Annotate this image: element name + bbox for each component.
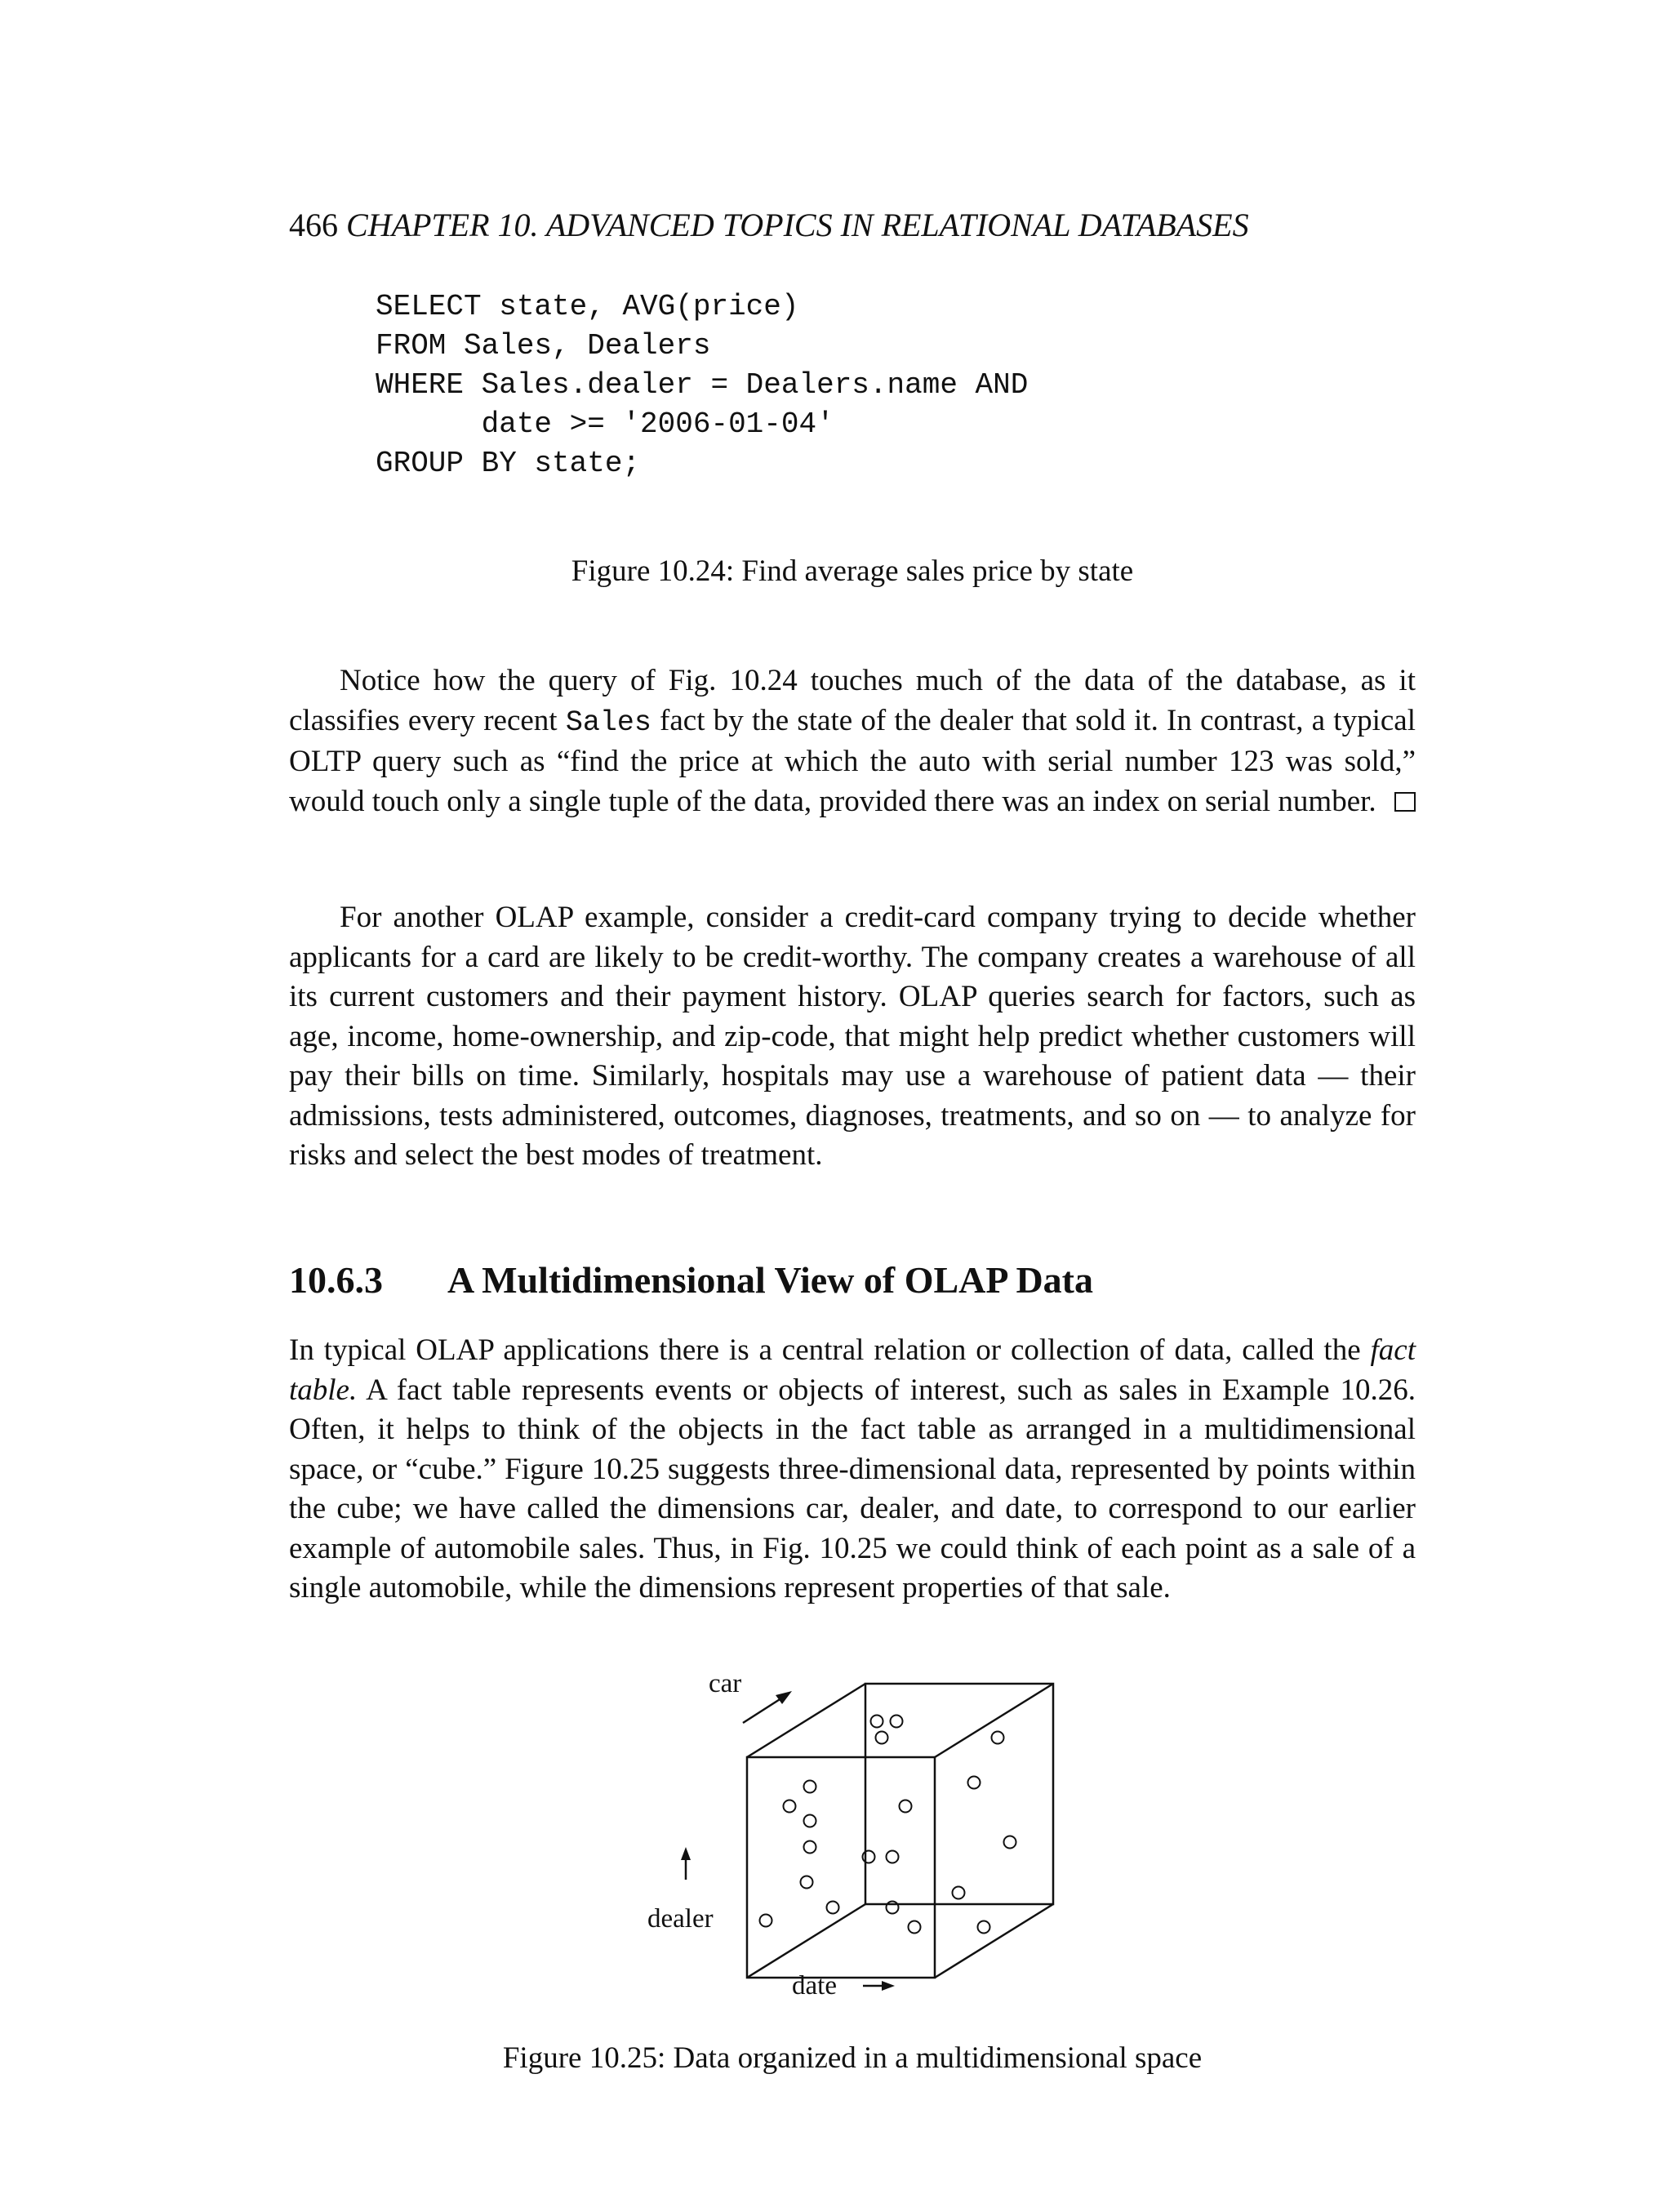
dealer-axis-label: dealer (647, 1904, 714, 1934)
fact-table-term: fact table. (289, 1333, 1416, 1407)
paragraph-3 (289, 1331, 1416, 1609)
data-point (992, 1732, 1004, 1744)
data-point (804, 1815, 816, 1827)
data-point (887, 1851, 899, 1863)
data-point (876, 1732, 888, 1744)
data-cube-diagram (620, 1666, 1078, 2025)
chapter-title: CHAPTER 10. ADVANCED TOPICS IN RELATIONAL DATABASES (346, 207, 1249, 243)
paragraph-1 (289, 661, 1416, 821)
data-point (891, 1716, 903, 1728)
data-point (827, 1902, 839, 1914)
cube-edge-top-left (747, 1684, 865, 1757)
section-heading (289, 1257, 1416, 1303)
paragraph-2 (289, 898, 1416, 1176)
cube-edge-top-right (935, 1684, 1053, 1757)
data-point (871, 1716, 883, 1728)
date-axis-arrow (863, 1981, 895, 1991)
car-axis-arrow (743, 1691, 792, 1723)
data-point (978, 1921, 990, 1934)
data-point (968, 1777, 981, 1789)
page-number: 466 (289, 207, 338, 243)
figure-10-25-caption: Figure 10.25: Data organized in a multidimensional space (502, 2041, 1203, 2075)
data-point (909, 1921, 921, 1934)
cube-front-face (747, 1757, 935, 1978)
cube-edge-bottom-right (935, 1904, 1053, 1978)
data-point (804, 1841, 816, 1854)
car-axis-label: car (709, 1669, 742, 1698)
paragraph-3-text-start: In typical OLAP applications there is a central relation or collection of data, called the (289, 1333, 1371, 1367)
date-axis-label: date (792, 1971, 837, 2001)
paragraph-1-text-start: Notice how the query of Fig. 10.24 touches much of the data of the database, as it classifies every recent (289, 664, 1416, 737)
sales-code-term: Sales (565, 705, 651, 739)
data-point (900, 1800, 912, 1813)
section-number: 10.6.3 (289, 1259, 383, 1301)
data-point (953, 1887, 965, 1899)
paragraph-3-text-end: A fact table represents events or objects of interest, such as sales in Example 10.26. Often, it helps to think of the objects in the fact table as arranged in a multidimensional space, or “cube.” Figure 10.25 suggests three-dimensional data, represented by points within the cube; we have called the dimensions car, dealer, and date, to correspond to our earlier example of automobile sales. Thus, in Fig. 10.25 we could think of each point as a sale of a single automobile, while the dimensions represent properties of that sale. (289, 1373, 1416, 1604)
end-of-example-icon (1394, 792, 1416, 812)
paragraph-2-text: For another OLAP example, consider a credit-card company trying to decide whether applicants for a card are likely to be credit-worthy. The company creates a warehouse of all its current customers and their payment history. OLAP queries search for factors, such as age, income, home-ownership, and zip-code, that might help predict whether customers will pay their bills on time. Similarly, hospitals may use a warehouse of patient data — their admissions, tests administered, outcomes, diagnoses, treatments, and so on — to analyze for risks and select the best modes of treatment. (289, 901, 1416, 1172)
figure-10-24-caption: Figure 10.24: Find average sales price by state (571, 554, 1134, 588)
section-title: A Multidimensional View of OLAP Data (447, 1259, 1093, 1301)
data-cube-figure (620, 1666, 1078, 2025)
data-point (804, 1781, 816, 1793)
dealer-axis-arrow (681, 1847, 691, 1880)
sql-code-listing: SELECT state, AVG(price) FROM Sales, Dealers WHERE Sales.dealer = Dealers.name AND date >= '2006-01-04' GROUP BY state; (376, 290, 1029, 480)
data-point (1004, 1836, 1016, 1849)
data-point (784, 1800, 796, 1813)
running-head (289, 206, 1416, 245)
data-point (760, 1915, 772, 1927)
data-point (801, 1876, 813, 1889)
paragraph-1-text-end: fact by the state of the dealer that sold it. In contrast, a typical OLTP query such as “find the price at which the auto with serial number 123 was sold,” would touch only a single tuple of the data, provided there was an index on serial number. (289, 703, 1416, 818)
